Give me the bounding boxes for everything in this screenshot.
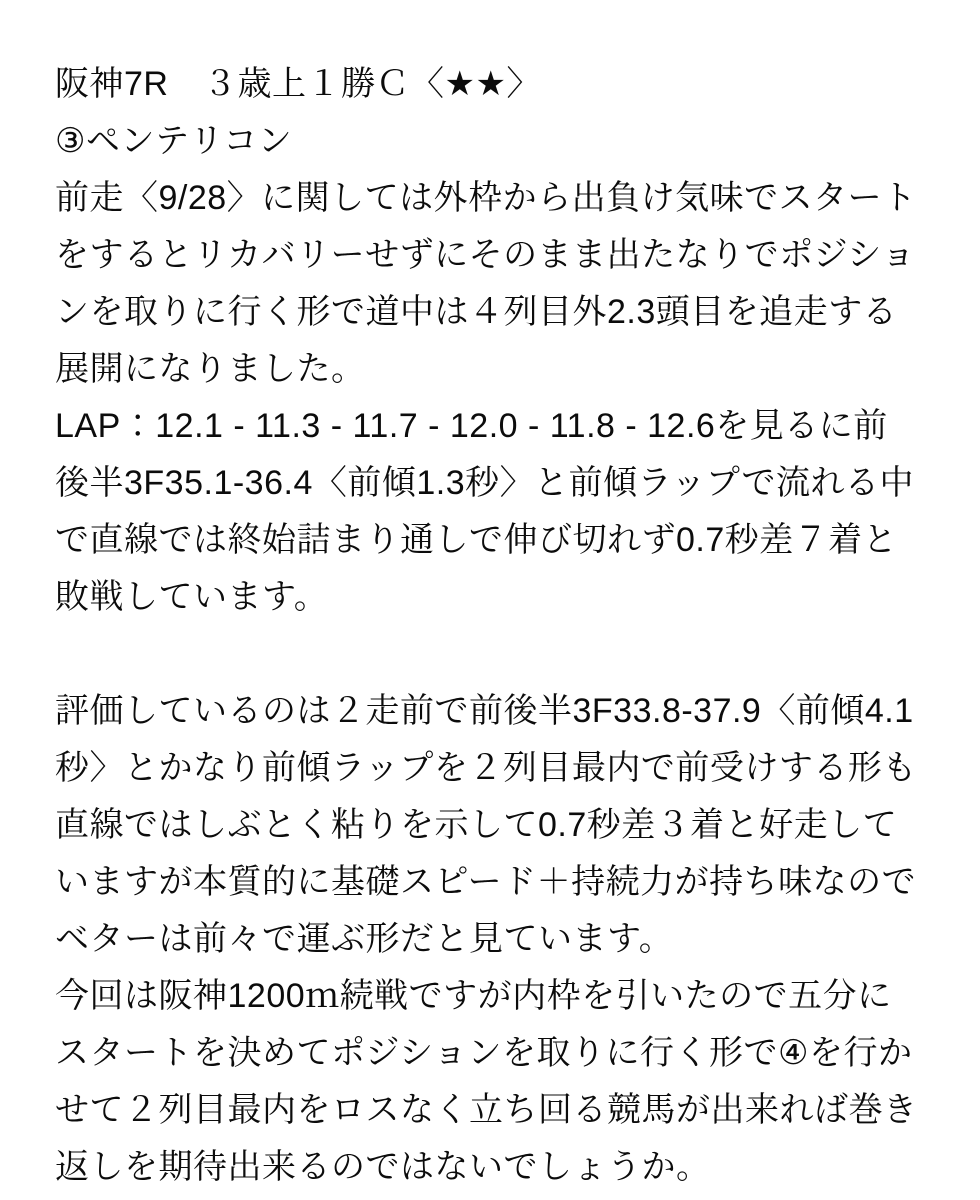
text-line: をするとリカバリーせずにそのまま出たなりでポジショ — [55, 236, 916, 274]
text-line: 展開になりました。 — [55, 350, 366, 388]
text-line: ベターは前々で運ぶ形だと見ています。 — [55, 920, 674, 958]
text-line: 後半3F35.1-36.4〈前傾1.3秒〉と前傾ラップで流れる中 — [55, 464, 914, 502]
text-line: 評価しているのは２走前で前後半3F33.8-37.9〈前傾4.1 — [55, 692, 914, 730]
text-line: 直線ではしぶとく粘りを示して0.7秒差３着と好走して — [55, 806, 898, 844]
text-line: 秒〉とかなり前傾ラップを２列目最内で前受けする形も — [55, 749, 917, 787]
text-line: ンを取りに行く形で道中は４列目外2.3頭目を追走する — [55, 293, 898, 331]
blank-line — [55, 626, 940, 683]
text-line: 今回は阪神1200ｍ続戦ですが内枠を引いたので五分に — [55, 977, 892, 1015]
text-line: 前走〈9/28〉に関しては外枠から出負け気味でスタート — [55, 179, 917, 217]
race-title-line: 阪神7R ３歳上１勝Ｃ〈★★〉 — [55, 65, 541, 103]
horse-name-line: ③ペンテリコン — [55, 122, 293, 160]
text-line: で直線では終始詰まり通しで伸び切れず0.7秒差７着と — [55, 521, 898, 559]
text-line: せて２列目最内をロスなく立ち回る競馬が出来れば巻き — [55, 1091, 918, 1129]
text-line: いますが本質的に基礎スピード＋持続力が持ち味なので — [55, 863, 917, 901]
text-line: LAP：12.1 - 11.3 - 11.7 - 12.0 - 11.8 - 12.6を見るに前 — [55, 407, 888, 445]
text-line: スタートを決めてポジションを取りに行く形で④を行か — [55, 1034, 913, 1072]
text-line: 敗戦しています。 — [55, 578, 329, 616]
text-line: 返しを期待出来るのではないでしょうか。 — [55, 1148, 711, 1186]
